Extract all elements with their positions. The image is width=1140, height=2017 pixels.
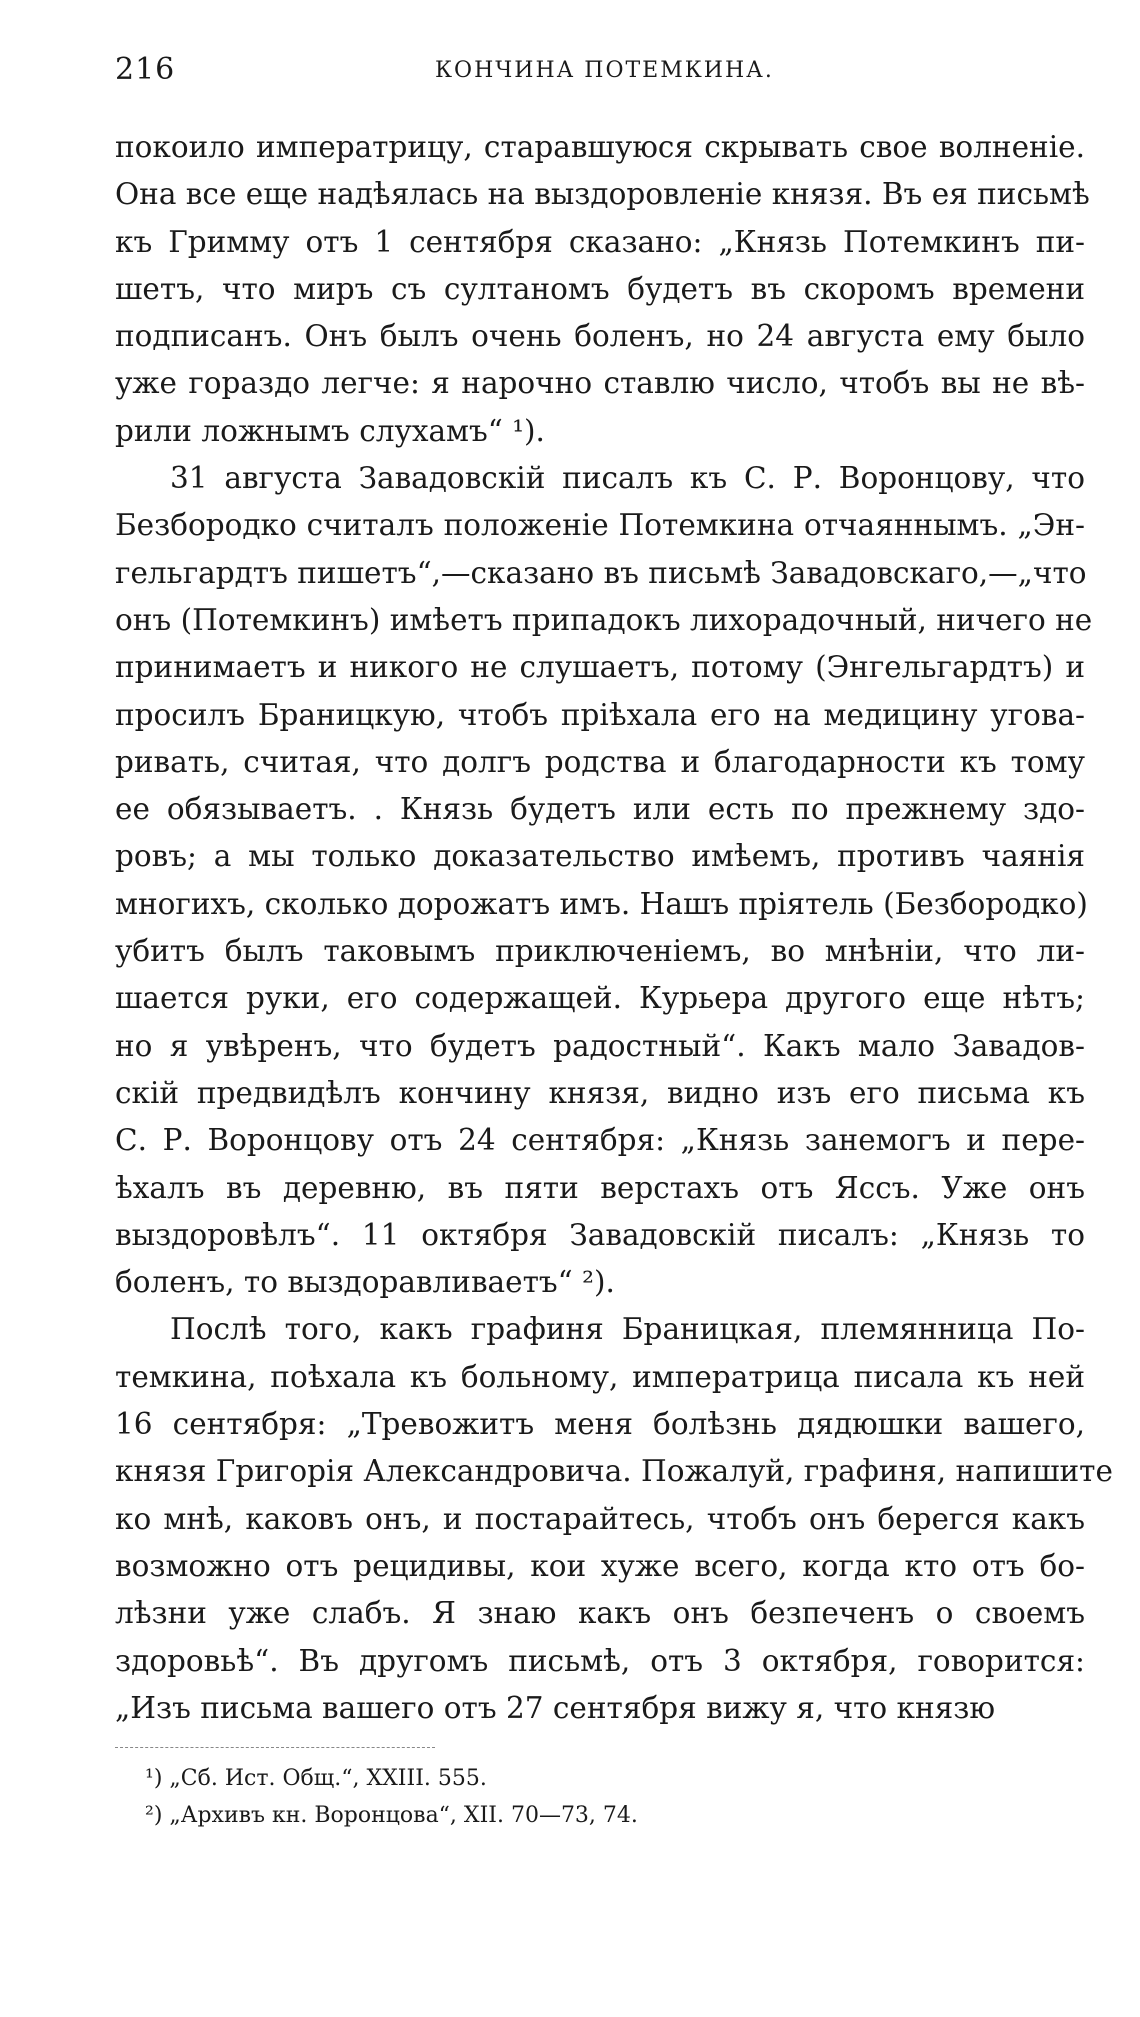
text-line: онъ (Потемкинъ) имѣетъ припадокъ лихорадочный, ничего не bbox=[115, 602, 1093, 637]
text-line: Она все еще надѣялась на выздоровленіе князя. Въ ея письмѣ bbox=[115, 177, 1090, 212]
text-line: уже гораздо легче: я нарочно ставлю число, чтобъ вы не вѣ- bbox=[115, 366, 1085, 401]
text-line: ѣхалъ въ деревню, въ пяти верстахъ отъ Яссъ. Уже онъ bbox=[115, 1170, 1085, 1205]
body-text bbox=[115, 124, 1113, 1732]
text-line: принимаетъ и никого не слушаетъ, потому (Энгельгардтъ) и bbox=[115, 650, 1085, 685]
text-line: но я увѣренъ, что будетъ радостный“. Какъ мало Завадов- bbox=[115, 1028, 1085, 1063]
footnotes bbox=[145, 1760, 845, 1834]
running-title: КОНЧИНА ПОТЕМКИНА. bbox=[435, 58, 774, 83]
text-line: возможно отъ рецидивы, кои хуже всего, когда кто отъ бо- bbox=[115, 1548, 1085, 1583]
text-line: просилъ Браницкую, чтобъ пріѣхала его на медицину угова- bbox=[115, 697, 1085, 732]
footnote: ¹) „Сб. Ист. Общ.“, XXIII. 555. bbox=[145, 1766, 487, 1791]
text-line: С. Р. Воронцову отъ 24 сентября: „Князь занемогъ и пере- bbox=[115, 1123, 1085, 1158]
text-line: шается руки, его содержащей. Курьера другого еще нѣтъ; bbox=[115, 981, 1085, 1016]
text-line: шетъ, что миръ съ султаномъ будетъ въ скоромъ времени bbox=[115, 271, 1085, 306]
text-line: ривать, считая, что долгъ родства и благодарности къ тому bbox=[115, 744, 1085, 779]
text-line: гельгардтъ пишетъ“,—сказано въ письмѣ Завадовскаго,—„что bbox=[115, 555, 1087, 590]
page-header bbox=[115, 52, 1085, 92]
text-line: покоило императрицу, старавшуюся скрывать свое волненіе. bbox=[115, 130, 1085, 164]
paragraph bbox=[115, 124, 1090, 455]
text-line: скій предвидѣлъ кончину князя, видно изъ его письма къ bbox=[115, 1075, 1085, 1110]
text-line: ее обязываетъ. . Князь будетъ или есть по прежнему здо- bbox=[115, 792, 1085, 827]
text-line: убитъ былъ таковымъ приключеніемъ, во мнѣніи, что ли- bbox=[115, 934, 1085, 969]
text-line: „Изъ письма вашего отъ 27 сентября вижу я, что князю bbox=[115, 1690, 996, 1725]
text-line: Безбородко считалъ положеніе Потемкина отчаяннымъ. „Эн- bbox=[115, 508, 1085, 543]
text-line: рили ложнымъ слухамъ“ ¹). bbox=[115, 413, 545, 448]
text-line: Послѣ того, какъ графиня Браницкая, племянница По- bbox=[170, 1312, 1085, 1347]
page-number: 216 bbox=[115, 52, 176, 87]
text-line: боленъ, то выздоравливаетъ“ ²). bbox=[115, 1265, 615, 1300]
text-line: ко мнѣ, каковъ онъ, и постарайтесь, чтобъ онъ берегся какъ bbox=[115, 1501, 1085, 1536]
paragraph bbox=[115, 1306, 1113, 1732]
text-line: къ Гримму отъ 1 сентября сказано: „Князь Потемкинъ пи- bbox=[115, 224, 1085, 259]
text-line: выздоровѣлъ“. 11 октября Завадовскій писалъ: „Князь то bbox=[115, 1217, 1085, 1252]
text-line: ровъ; а мы только доказательство имѣемъ, противъ чаянія bbox=[115, 839, 1085, 874]
text-line: князя Григорія Александровича. Пожалуй, графиня, напишите bbox=[115, 1454, 1113, 1489]
text-line: подписанъ. Онъ былъ очень боленъ, но 24 августа ему было bbox=[115, 319, 1085, 354]
text-line: многихъ, сколько дорожатъ имъ. Нашъ пріятель (Безбородко) bbox=[115, 886, 1088, 921]
text-line: темкина, поѣхала къ больному, императрица писала къ ней bbox=[115, 1359, 1085, 1394]
text-line: 31 августа Завадовскій писалъ къ С. Р. Воронцову, что bbox=[170, 461, 1085, 496]
paragraph bbox=[115, 455, 1093, 1306]
footnote-divider bbox=[115, 1747, 435, 1748]
text-line: лѣзни уже слабъ. Я знаю какъ онъ безпеченъ о своемъ bbox=[115, 1596, 1085, 1631]
text-line: 16 сентября: „Тревожитъ меня болѣзнь дядюшки вашего, bbox=[115, 1407, 1085, 1442]
text-line: здоровьѣ“. Въ другомъ письмѣ, отъ 3 октября, говорится: bbox=[115, 1643, 1085, 1678]
footnote: ²) „Архивъ кн. Воронцова“, XII. 70—73, 74. bbox=[145, 1803, 638, 1828]
